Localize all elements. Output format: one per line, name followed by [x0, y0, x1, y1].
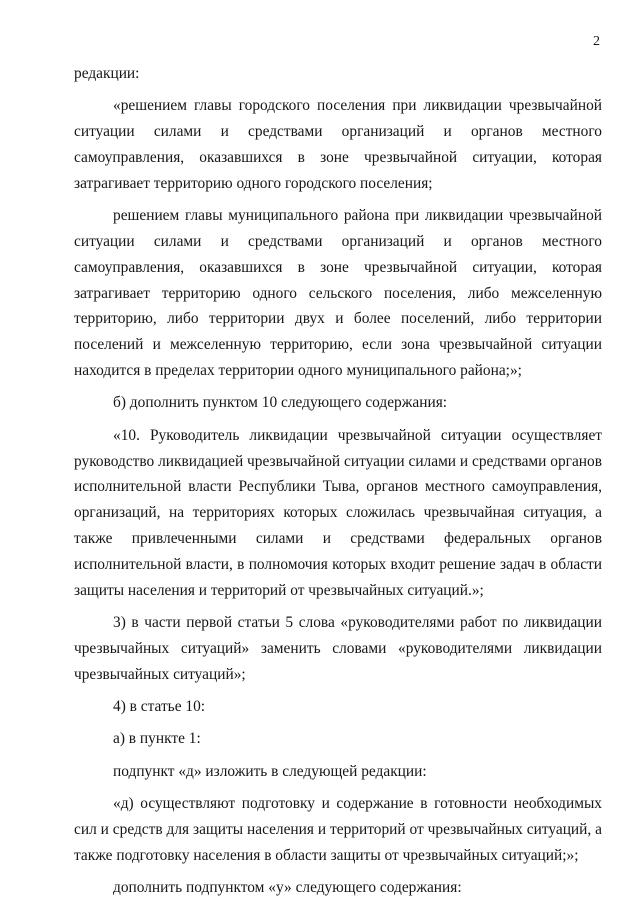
paragraph-subitem-d-text: «д) осуществляют подготовку и содержание в готовности необходимых сил и средств для защиты населения и территорий от чрезвычайных ситуаций, а также подготовку населения в области защиты от чрезвычайных ситуаций;»;	[74, 795, 602, 864]
paragraph-municipal-district: решением главы муниципального района при ликвидации чрезвычайной ситуации силами и средствами организаций и органов местного самоуправления, оказавшихся в зоне чрезвычайной ситуации, которая затрагивает территорию одного сельского поселения, либо межселенную территорию, либо территории двух и более поселений, либо территории поселений и межселенную территорию, если зона чрезвычайной ситуации находится в пределах территории одного муниципального района;»;	[74, 207, 602, 379]
paragraph-city-settlement: «решением главы городского поселения при ликвидации чрезвычайной ситуации силами и средствами организаций и органов местного самоуправления, оказавшихся в зоне чрезвычайной ситуации, которая затрагивает территорию одного городского поселения;	[74, 97, 602, 192]
paragraph-item-b: б) дополнить пунктом 10 следующего содержания:	[113, 394, 448, 412]
paragraph-point-10: «10. Руководитель ликвидации чрезвычайной ситуации осуществляет руководство ликвидацией чрезвычайной ситуации силами и средствами органов исполнительной власти Республики Тыва, органов местного самоуправления, организаций, на территориях которых сложилась чрезвычайная ситуация, а также привлеченными силами и средствами федеральных органов исполнительной власти, в полномочия которых входит решение задач в области защиты населения и территорий от чрезвычайных ситуаций.»;	[74, 426, 602, 599]
paragraph-item-a: а) в пункте 1:	[113, 730, 201, 748]
paragraph-subitem-d-intro: подпункт «д» изложить в следующей редакции:	[113, 762, 427, 780]
paragraph-item-3: 3) в части первой статьи 5 слова «руководителями работ по ликвидации чрезвычайных ситуаций» заменить словами «руководителями ликвидации чрезвычайных ситуаций»;	[74, 613, 602, 683]
paragraph-subitem-u-intro: дополнить подпунктом «у» следующего содержания:	[113, 879, 462, 897]
paragraph-item-4: 4) в статье 10:	[113, 697, 206, 715]
page-number: 2	[593, 34, 600, 49]
document-body	[74, 61, 602, 907]
paragraph-continuation: редакции:	[74, 65, 140, 82]
